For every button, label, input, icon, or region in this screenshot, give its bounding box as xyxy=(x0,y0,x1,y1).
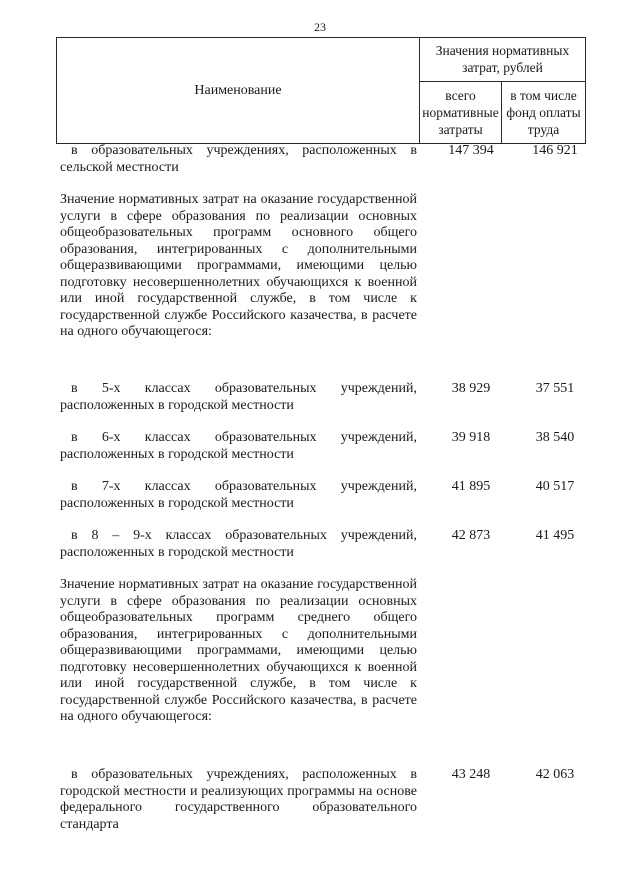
row-text: в образовательных учреждениях, расположенных в городской местности и реализующих программы на основе федерального государственного образовательного стандарта xyxy=(60,767,417,832)
row-wage-value: 37 551 xyxy=(535,381,575,396)
row-text: в 8 – 9-х классах образовательных учреждений, расположенных в городской местности xyxy=(60,528,417,560)
header-values-title: Значения нормативных затрат, рублей xyxy=(420,38,585,82)
row-text: в 5-х классах образовательных учреждений, расположенных в городской местности xyxy=(60,381,417,413)
row-wage-value: 40 517 xyxy=(535,479,575,494)
row-total-value: 39 918 xyxy=(451,430,491,445)
row-total-value: 42 873 xyxy=(451,528,491,543)
section-heading-text: Значение нормативных затрат на оказание государственной услуги в сфере образования по реализации основных общеобразовательных программ основного общего образования, интегрированных с дополнительными общеразвивающими программами, имеющими целью подготовку несовершеннолетних обучающихся к военной или иной государственной службе, в том числе к государственной службе Российского казачества, в расчете на одного обучающегося: xyxy=(60,192,417,339)
row-wage-value: 41 495 xyxy=(535,528,575,543)
row-total-value: 38 929 xyxy=(451,381,491,396)
row-wage-value: 38 540 xyxy=(535,430,575,445)
row-total-value: 43 248 xyxy=(451,767,491,782)
header-total-costs: всего нормативные затраты xyxy=(420,82,502,143)
row-total-value: 41 895 xyxy=(451,479,491,494)
row-wage-value: 146 921 xyxy=(532,143,578,158)
page-number: 23 xyxy=(314,20,326,34)
table-header xyxy=(56,37,586,144)
row-text: в 7-х классах образовательных учреждений, расположенных в городской местности xyxy=(60,479,417,511)
section-heading-text: Значение нормативных затрат на оказание государственной услуги в сфере образования по реализации основных общеобразовательных программ среднего общего образования, интегрированных с дополнительными общеразвивающими программами, имеющими целью подготовку несовершеннолетних обучающихся к военной или иной государственной службе, в том числе к государственной службе Российского казачества, в расчете на одного обучающегося: xyxy=(60,577,417,724)
row-text: в образовательных учреждениях, расположенных в сельской местности xyxy=(60,143,417,175)
row-text: в 6-х классах образовательных учреждений, расположенных в городской местности xyxy=(60,430,417,462)
header-name: Наименование xyxy=(57,38,420,143)
header-wage-fund: в том числе фонд оплаты труда xyxy=(506,88,581,137)
row-total-value: 147 394 xyxy=(448,143,494,158)
row-wage-value: 42 063 xyxy=(535,767,575,782)
